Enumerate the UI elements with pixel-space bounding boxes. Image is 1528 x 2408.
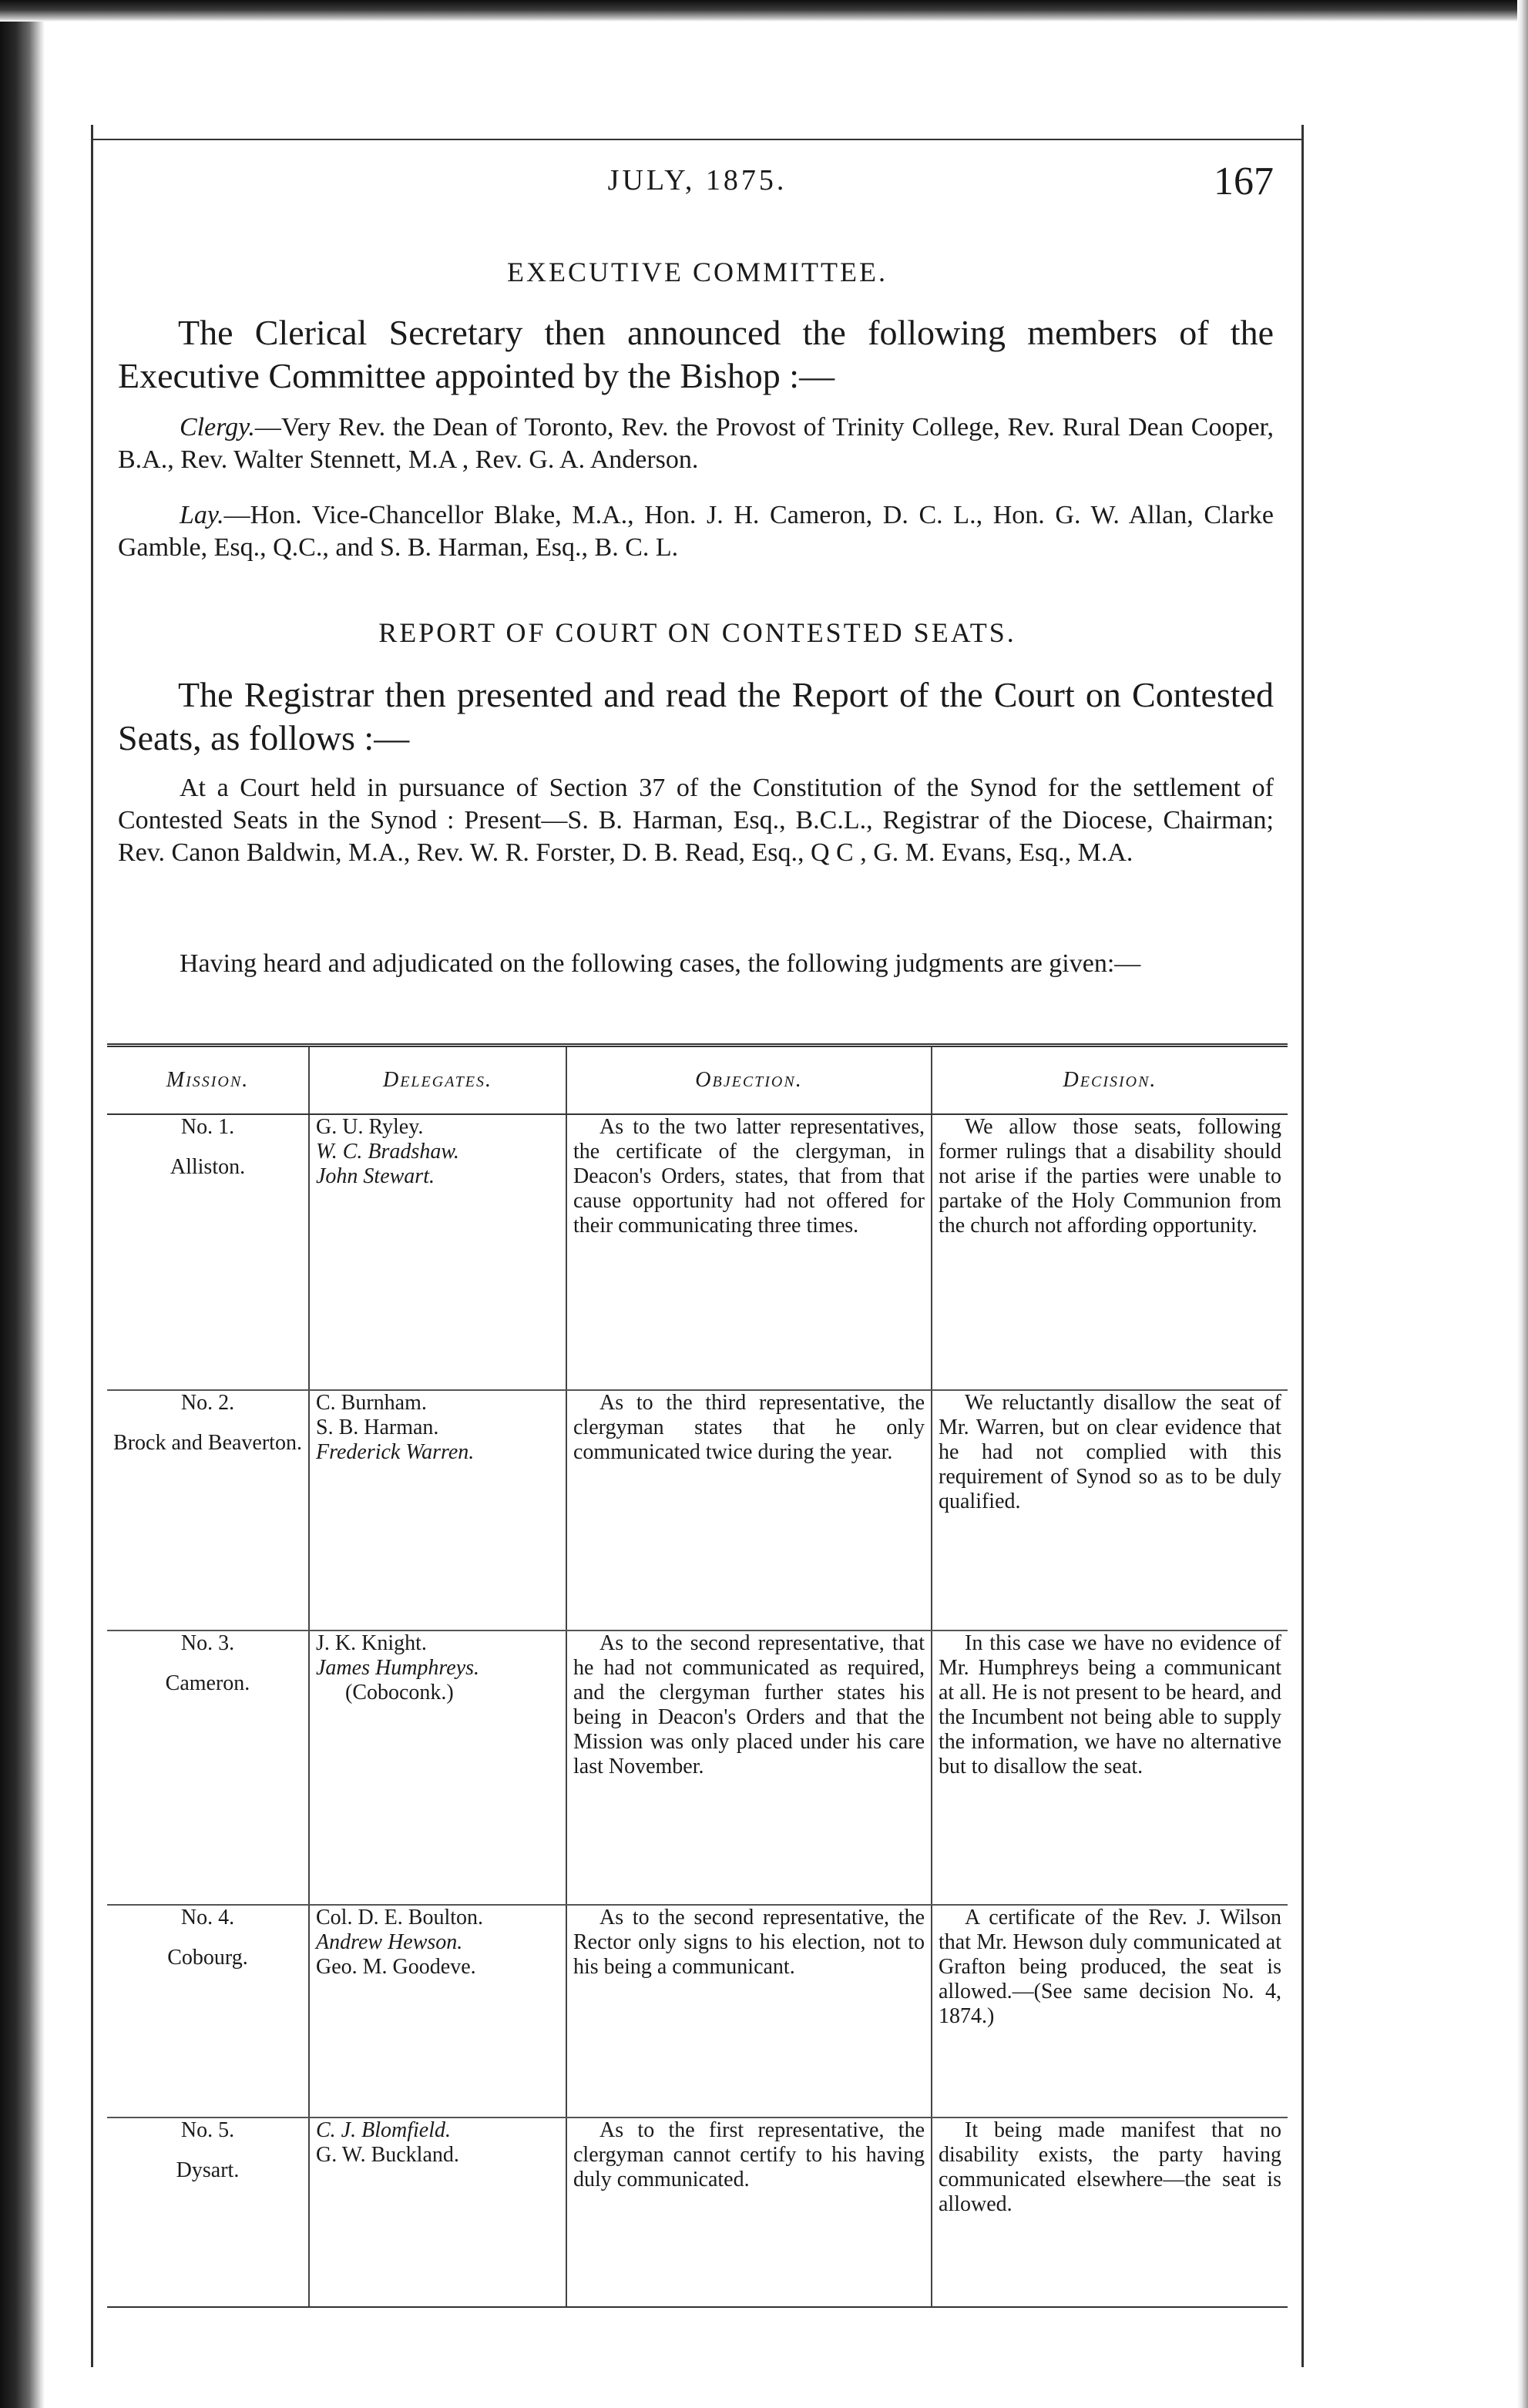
delegate-note: (Coboconk.) xyxy=(345,1681,454,1704)
objection-cell: As to the first representative, the clergyman cannot certify to his having duly communicated. xyxy=(566,2117,932,2307)
delegate-name: C. J. Blomfield. xyxy=(316,2118,451,2142)
table-header-row xyxy=(107,1046,1288,1115)
scan-edge-top xyxy=(0,0,1528,22)
table-row xyxy=(107,1114,1288,1390)
mission-number: No. 3. xyxy=(180,1631,235,1655)
header-decision: Decision. xyxy=(932,1046,1288,1115)
header-mission: Mission. xyxy=(107,1046,309,1115)
delegate-name: Andrew Hewson. xyxy=(316,1930,463,1954)
mission-number: No. 4. xyxy=(180,1906,235,1929)
objection-cell: As to the two latter representatives, the certificate of the clergyman, in Deacon's Orders, states, that from that cause opportunity had not offered for their communicating three times. xyxy=(566,1114,932,1390)
mission-cell xyxy=(107,2117,309,2307)
delegates-cell xyxy=(309,2117,566,2307)
mission-place: Cameron. xyxy=(165,1671,250,1695)
delegate-name: Col. D. E. Boulton. xyxy=(316,1906,484,1929)
top-rule xyxy=(93,139,1301,140)
decision-cell: We allow those seats, following former rulings that a disability should not arise if the parties were unable to partake of the Holy Communion from the church not affording opportunity. xyxy=(932,1114,1288,1390)
mission-number: No. 2. xyxy=(180,1391,235,1415)
page-number: 167 xyxy=(1214,160,1274,203)
mission-place: Alliston. xyxy=(170,1155,246,1179)
mission-place: Dysart. xyxy=(176,2158,240,2182)
delegates-cell xyxy=(309,1631,566,1905)
running-head xyxy=(93,160,1301,210)
section-title-executive: EXECUTIVE COMMITTEE. xyxy=(507,257,888,287)
objection-cell: As to the second representative, that he had not communicated as required, and the clergyman further states his being in Deacon's Orders and that the Mission was only placed under his care last November. xyxy=(566,1631,932,1905)
scan-edge-right xyxy=(1517,0,1528,2408)
executive-lead: The Clerical Secretary then announced the following members of the Executive Committee appointed by the Bishop :— xyxy=(118,313,1274,395)
delegate-name: G. U. Ryley. xyxy=(316,1115,424,1139)
delegates-cell xyxy=(309,1390,566,1631)
delegate-name: Frederick Warren. xyxy=(316,1440,475,1464)
clergy-label: Clergy. xyxy=(180,413,255,442)
table-row xyxy=(107,1631,1288,1905)
mission-cell xyxy=(107,1390,309,1631)
delegate-name: Geo. M. Goodeve. xyxy=(316,1955,476,1979)
table-row xyxy=(107,2117,1288,2307)
mission-number: No. 1. xyxy=(180,1115,235,1139)
header-objection: Objection. xyxy=(566,1046,932,1115)
delegates-cell xyxy=(309,1905,566,2117)
lay-paragraph xyxy=(118,499,1274,564)
decision-cell: We reluctantly disallow the seat of Mr. Warren, but on clear evidence that he had not complied with this requirement of Synod so as to be duly qualified. xyxy=(932,1390,1288,1631)
delegate-name: S. B. Harman. xyxy=(316,1416,439,1439)
heard-paragraph: Having heard and adjudicated on the following cases, the following judgments are given:— xyxy=(180,949,1141,978)
delegate-name: C. Burnham. xyxy=(316,1391,427,1415)
mission-place: Cobourg. xyxy=(167,1946,248,1970)
delegate-name: James Humphreys. xyxy=(316,1656,480,1680)
decision-cell: In this case we have no evidence of Mr. Humphreys being a communicant at all. He is not present to be heard, and the Incumbent not being able to supply the information, we have no alternative but to disallow the seat. xyxy=(932,1631,1288,1905)
delegates-cell xyxy=(309,1114,566,1390)
court-paragraph: At a Court held in pursuance of Section 37 of the Constitution of the Synod for the settlement of Contested Seats in the Synod : Present—S. B. Harman, Esq., B.C.L., Registrar of the Diocese, Chairman; Rev. Canon Baldwin, M.A., Rev. W. R. Forster, D. B. Read, Esq., Q C , G. M. Evans, Esq., M.A. xyxy=(118,774,1274,867)
mission-number: No. 5. xyxy=(180,2118,235,2142)
contested-seats-table xyxy=(107,1043,1288,2308)
mission-place: Brock and Beaverton. xyxy=(113,1431,302,1455)
delegate-name: G. W. Buckland. xyxy=(316,2143,459,2167)
delegate-name: J. K. Knight. xyxy=(316,1631,427,1655)
report-lead: The Registrar then presented and read the Report of the Court on Contested Seats, as follows :— xyxy=(118,675,1274,757)
running-head-date: JULY, 1875. xyxy=(607,164,788,196)
section-title-report: REPORT OF COURT ON CONTESTED SEATS. xyxy=(378,617,1016,648)
header-delegates: Delegates. xyxy=(309,1046,566,1115)
lay-label: Lay. xyxy=(180,501,224,529)
table-row xyxy=(107,1390,1288,1631)
mission-cell xyxy=(107,1905,309,2117)
clergy-paragraph xyxy=(118,411,1274,476)
mission-cell xyxy=(107,1631,309,1905)
page xyxy=(91,125,1304,2367)
delegate-name: John Stewart. xyxy=(316,1164,435,1188)
lay-text: —Hon. Vice-Chancellor Blake, M.A., Hon. J. H. Cameron, D. C. L., Hon. G. W. Allan, Clarke Gamble, Esq., Q.C., and S. B. Harman, Esq., B. C. L. xyxy=(118,501,1274,562)
decision-cell: A certificate of the Rev. J. Wilson that Mr. Hewson duly communicated at Grafton being produced, the seat is allowed.—(See same decision No. 4, 1874.) xyxy=(932,1905,1288,2117)
clergy-text: —Very Rev. the Dean of Toronto, Rev. the Provost of Trinity College, Rev. Rural Dean Cooper, B.A., Rev. Walter Stennett, M.A , Rev. G. A. Anderson. xyxy=(118,413,1274,474)
scan-edge-left xyxy=(0,0,45,2408)
objection-cell: As to the third representative, the clergyman states that he only communicated twice during the year. xyxy=(566,1390,932,1631)
objection-cell: As to the second representative, the Rector only signs to his election, not to his being a communicant. xyxy=(566,1905,932,2117)
delegate-name: W. C. Bradshaw. xyxy=(316,1140,459,1164)
mission-cell xyxy=(107,1114,309,1390)
table-row xyxy=(107,1905,1288,2117)
decision-cell: It being made manifest that no disability exists, the party having communicated elsewhere—the seat is allowed. xyxy=(932,2117,1288,2307)
